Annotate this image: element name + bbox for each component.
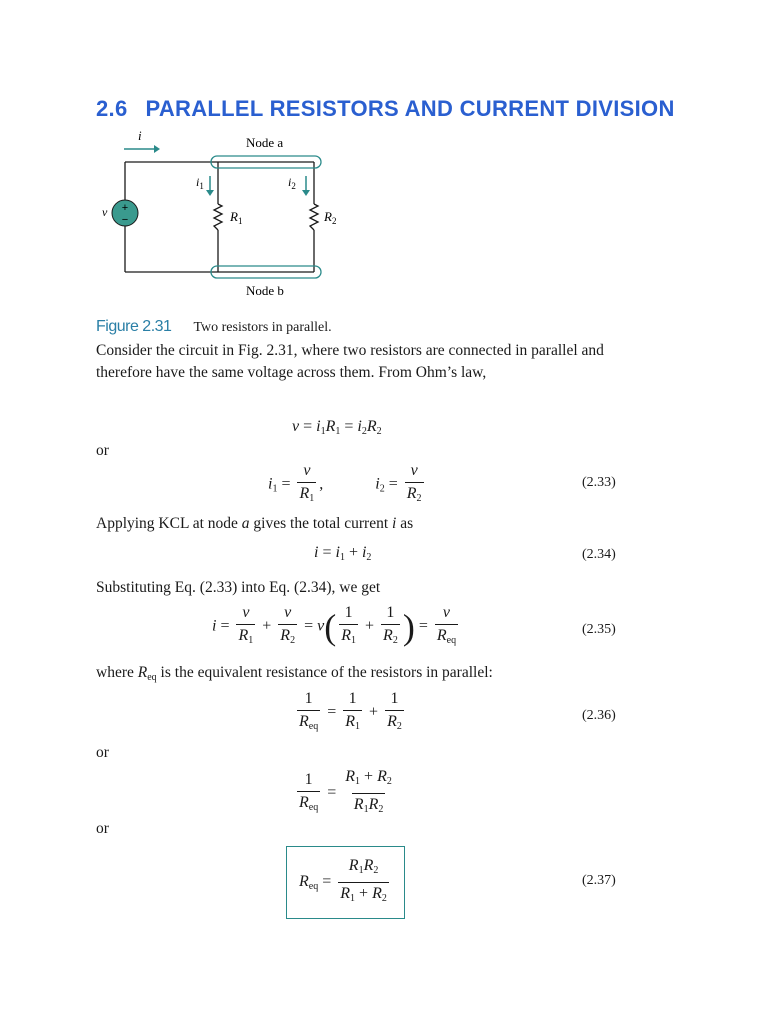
- figure-caption: [96, 318, 332, 336]
- current-i1-arrow-head: [206, 190, 214, 196]
- resistor-r2: [310, 204, 318, 230]
- figure-label: Figure 2.31: [96, 318, 172, 335]
- text-or-2: or: [96, 744, 109, 761]
- section-number: 2.6: [96, 96, 128, 121]
- circuit-diagram: [96, 126, 336, 304]
- section-heading: [96, 96, 675, 122]
- equation-2-34: $i = i_1 + i_2$: [314, 544, 372, 563]
- paragraph-req: where $R_{eq}$ is the equivalent resistance of the resistors in parallel:: [96, 664, 493, 683]
- r2-label: $R_2$: [324, 209, 337, 226]
- equation-number-2-35: (2.35): [582, 622, 616, 637]
- text-or-1: or: [96, 442, 109, 459]
- current-i-label: i: [138, 128, 142, 143]
- equation-2-35: i = $\frac{v}{R_1}$ + $\frac{v}{R_2}$ = v( $\frac{1}{R_1}$ + $\frac{1}{R_2}$ ) = $\frac{v}{R_{eq}}$: [212, 604, 461, 650]
- paragraph-intro: Consider the circuit in Fig. 2.31, where two resistors are connected in parallel and therefore have the same voltage across them. From Ohm’s law,: [96, 342, 604, 381]
- current-i2-label: $i_2$: [288, 175, 296, 191]
- resistor-r1: [214, 204, 222, 230]
- source-plus: +: [121, 202, 129, 214]
- current-i2-arrow-head: [302, 190, 310, 196]
- equation-2-36: $\frac{1}{R_{eq}}$ = $\frac{1}{R_1}$ + $\frac{1}{R_2}$: [294, 690, 407, 736]
- equation-number-2-37: (2.37): [582, 873, 616, 888]
- node-a-label: Node a: [246, 135, 284, 150]
- text-or-3: or: [96, 820, 109, 837]
- node-b-label: Node b: [246, 283, 284, 298]
- source-label-v: v: [102, 205, 108, 219]
- current-i1-label: $i_1$: [196, 175, 204, 191]
- equation-number-2-34: (2.34): [582, 547, 616, 562]
- equation-number-2-36: (2.36): [582, 708, 616, 723]
- equation-req-product: $\frac{1}{R_{eq}}$ = $\frac{R_1 + R_2}{R_1R_2}$: [294, 768, 397, 819]
- equation-2-37-box: $R_{eq}$ = $\frac{R_1R_2}{R_1 + R_2}$: [286, 846, 405, 919]
- equation-ohms-law: $v = i_1R_1 = i_2R_2$: [292, 418, 382, 437]
- r1-label: $R_1$: [230, 209, 243, 226]
- section-title: PARALLEL RESISTORS AND CURRENT DIVISION: [145, 96, 675, 121]
- current-i-arrow-head: [154, 145, 160, 153]
- figure-caption-text: Two resistors in parallel.: [193, 320, 332, 335]
- paragraph-substituting: Substituting Eq. (2.33) into Eq. (2.34), we get: [96, 579, 381, 596]
- equation-number-2-33: (2.33): [582, 475, 616, 490]
- equation-2-33: $i_1$ = $\frac{v}{R_1}$ , $i_2$ = $\frac{v}{R_2}$: [268, 462, 427, 508]
- paragraph-kcl: Applying KCL at node a gives the total current i as: [96, 515, 414, 532]
- source-minus: −: [121, 214, 129, 226]
